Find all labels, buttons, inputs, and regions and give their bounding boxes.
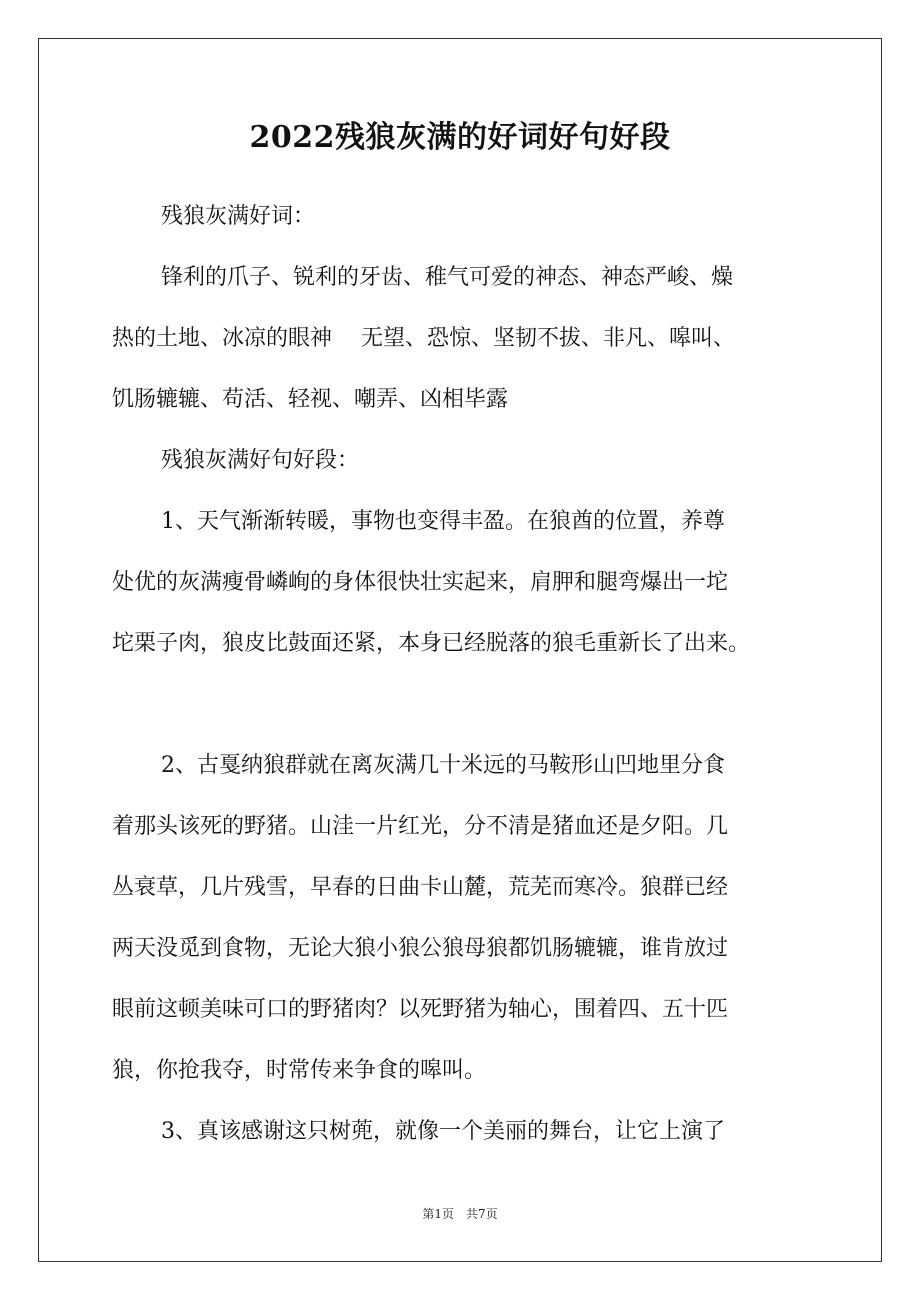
paragraph-heading-sentences xyxy=(112,430,812,491)
text-line: 锋利的爪子、锐利的牙齿、稚气可爱的神态、神态严峻、燥 xyxy=(161,265,734,290)
text-line: 两天没觅到食物，无论大狼小狼公狼母狼都饥肠辘辘，谁肯放过 xyxy=(112,936,729,961)
text-line: 丛衰草，几片残雪，早春的日曲卡山麓，荒芜而寒冷。狼群已经 xyxy=(112,875,729,900)
page-footer: 第1页 共7页 xyxy=(422,1207,498,1221)
text-line: 处优的灰满瘦骨嶙峋的身体很快壮实起来，肩胛和腿弯爆出一坨 xyxy=(112,570,729,595)
paragraph-2 xyxy=(112,735,812,1101)
paragraph-1 xyxy=(112,491,812,674)
text-line: 2、古戛纳狼群就在离灰满几十米远的马鞍形山凹地里分食 xyxy=(161,753,725,778)
text-line: 1、天气渐渐转暖，事物也变得丰盈。在狼酋的位置，养尊 xyxy=(161,509,725,534)
text-line: 热的土地、冰凉的眼神 无望、恐惊、坚韧不拔、非凡、嗥叫、 xyxy=(112,326,735,351)
document-body xyxy=(112,186,812,1162)
paragraph-heading-words xyxy=(112,186,812,247)
paragraph-gap xyxy=(112,674,812,735)
paragraph-3 xyxy=(112,1101,812,1162)
text-line: 狼，你抢我夺，时常传来争食的嗥叫。 xyxy=(112,1058,487,1083)
text-line: 着那头该死的野猪。山洼一片红光，分不清是猪血还是夕阳。几 xyxy=(112,814,729,839)
text-line: 眼前这顿美味可口的野猪肉？以死野猪为轴心，围着四、五十匹 xyxy=(112,997,729,1022)
document-title: 2022残狼灰满的好词好句好段 xyxy=(249,120,671,155)
text-line: 3、真该感谢这只树蔸，就像一个美丽的舞台，让它上演了 xyxy=(161,1119,725,1144)
text-line: 残狼灰满好词： xyxy=(161,204,316,229)
paragraph-good-words xyxy=(112,247,812,430)
text-line: 残狼灰满好句好段： xyxy=(161,448,360,473)
text-line: 饥肠辘辘、苟活、轻视、嘲弄、凶相毕露 xyxy=(112,387,509,412)
text-line: 坨栗子肉，狼皮比鼓面还紧，本身已经脱落的狼毛重新长了出来。 xyxy=(112,631,751,656)
